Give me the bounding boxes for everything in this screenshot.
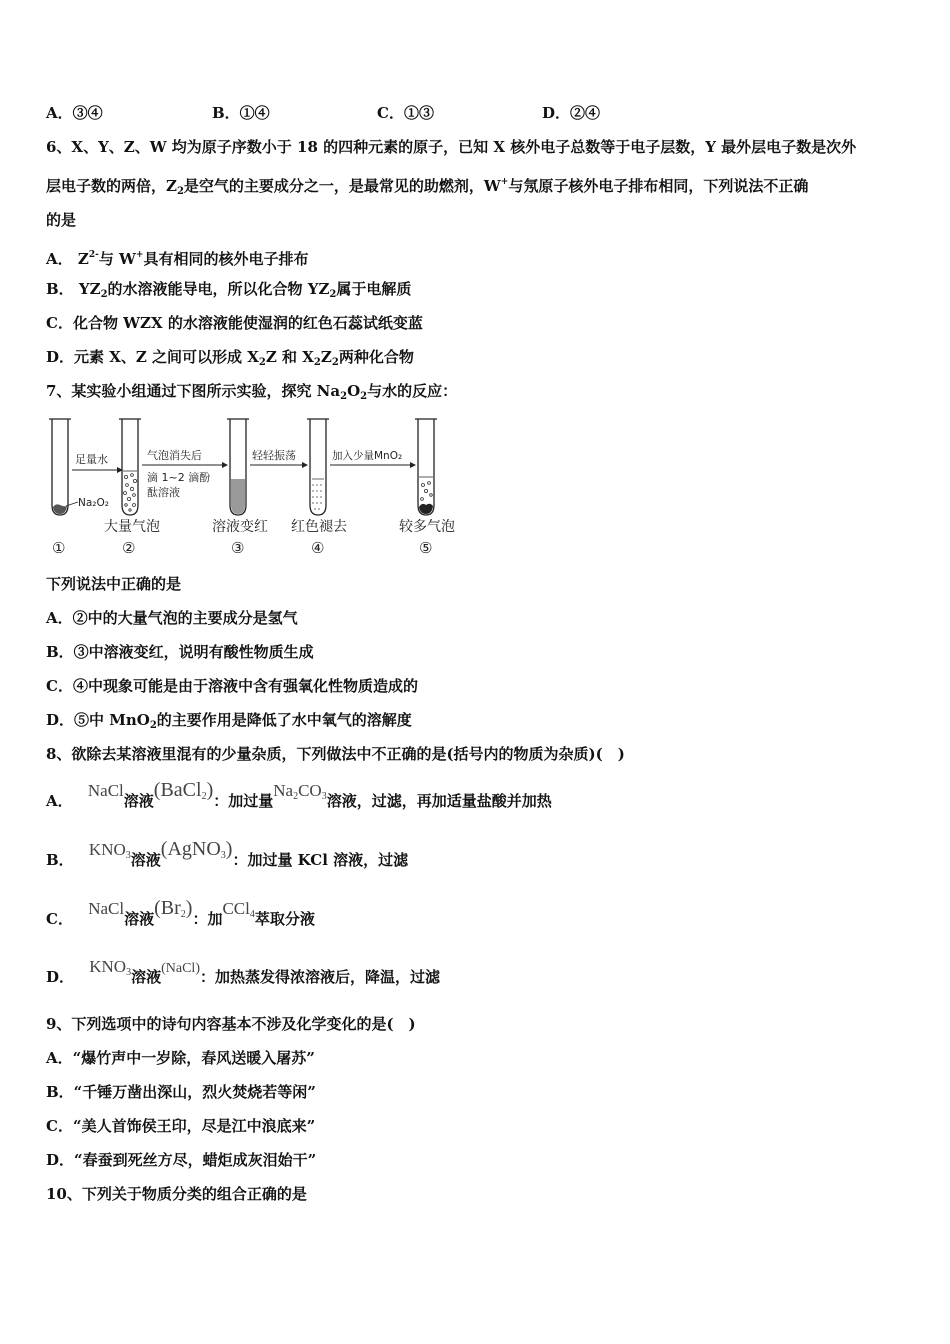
q7-option-a: A．②中的大量气泡的主要成分是氢气 bbox=[46, 609, 298, 627]
label-4: ④ bbox=[311, 539, 325, 557]
q5-option-c: C．①③ bbox=[377, 104, 434, 122]
q7-option-b: B．③中溶液变红，说明有酸性物质生成 bbox=[46, 643, 314, 661]
q8-option-d: D． $KNO_3$溶液(NaCl)：加热蒸发得浓溶液后，降温，过滤 bbox=[46, 957, 441, 986]
test-tube-3 bbox=[227, 419, 249, 515]
q8-option-c: C． NaCl溶液$(Br_2)$：加CCl$_4$萃取分液 bbox=[46, 897, 315, 928]
q7-option-c: C．④中现象可能是由于溶液中含有强氧化性物质造成的 bbox=[46, 677, 418, 695]
q5-option-b: B．①④ bbox=[212, 104, 270, 122]
observation-3: 溶液变红 bbox=[212, 519, 268, 535]
arrow2-label-line2: 酞溶液 bbox=[147, 486, 180, 499]
q7-experiment-figure bbox=[46, 415, 466, 560]
q6-option-d: D．元素 X、Z 之间可以形成 $X_2Z$ 和 $X_2Z_2$两种化合物 bbox=[46, 348, 414, 368]
q10-stem: 10、下列关于物质分类的组合正确的是 bbox=[46, 1185, 307, 1203]
observation-4: 红色褪去 bbox=[291, 519, 347, 535]
arrow4-label: 加入少量MnO₂ bbox=[332, 450, 403, 462]
test-tube-2 bbox=[119, 419, 141, 515]
test-tube-5 bbox=[415, 419, 437, 515]
q9-option-d: D．“春蚕到死丝方尽，蜡炬成灰泪始干” bbox=[46, 1151, 317, 1169]
observation-5: 较多气泡 bbox=[399, 519, 455, 535]
q7-question: 下列说法中正确的是 bbox=[46, 575, 182, 593]
q6-stem-line3: 的是 bbox=[46, 211, 77, 229]
q9-option-b: B．“千锤万凿出深山，烈火焚烧若等闲” bbox=[46, 1083, 316, 1101]
arrow3-label: 轻轻振荡 bbox=[252, 449, 296, 462]
q8-option-a: A． NaCl溶液(BaCl$_2$)：加过量$Na_2CO_3$溶液，过滤，再加适量盐酸并加热 bbox=[46, 779, 552, 810]
arrow2-label-top: 气泡消失后 bbox=[147, 449, 202, 462]
label-5: ⑤ bbox=[419, 539, 433, 557]
label-3: ③ bbox=[231, 539, 245, 557]
test-tube-1 bbox=[49, 419, 78, 515]
test-tube-4 bbox=[307, 419, 329, 515]
label-1: ① bbox=[52, 539, 66, 557]
q6-option-c: C．化合物 WZX 的水溶液能使湿润的红色石蕊试纸变蓝 bbox=[46, 314, 423, 332]
reagent-label: Na₂O₂ bbox=[78, 497, 109, 509]
q7-stem: 7、某实验小组通过下图所示实验，探究 $Na_2O_2$与水的反应： bbox=[46, 382, 458, 402]
q7-option-d: D．⑤中 MnO$_2$的主要作用是降低了水中氧气的溶解度 bbox=[46, 711, 412, 731]
q5-option-d: D．②④ bbox=[542, 104, 601, 122]
observation-2: 大量气泡 bbox=[104, 519, 160, 535]
arrow2-label-line1: 滴 1~2 滴酚 bbox=[147, 471, 211, 484]
q9-option-a: A．“爆竹声中一岁除，春风送暖入屠苏” bbox=[46, 1049, 315, 1067]
arrow1-label: 足量水 bbox=[75, 453, 108, 466]
q6-stem-line1: 6、X、Y、Z、W 均为原子序数小于 18 的四种元素的原子，已知 X 核外电子总数等于电子层数，Y 最外层电子数是次外 bbox=[46, 138, 857, 156]
label-2: ② bbox=[122, 539, 136, 557]
q9-stem: 9、下列选项中的诗句内容基本不涉及化学变化的是( ) bbox=[46, 1015, 416, 1033]
q6-option-a: A． $Z^{2-}$与 W+具有相同的核外电子排布 bbox=[46, 250, 309, 268]
q8-option-b: B． $KNO_3$溶液(AgNO$_3$)：加过量 KCl 溶液，过滤 bbox=[46, 838, 409, 869]
q6-stem-line2: 层电子数的两倍，$Z_2$是空气的主要成分之一，是最常见的助燃剂，W+与氖原子核外电子排布相同，下列说法不正确 bbox=[46, 177, 809, 197]
q9-option-c: C．“美人首饰侯王印，尽是江中浪底来” bbox=[46, 1117, 316, 1135]
q6-option-b: B． $YZ_2$的水溶液能导电，所以化合物 $YZ_2$属于电解质 bbox=[46, 280, 412, 300]
q8-stem: 8、欲除去某溶液里混有的少量杂质，下列做法中不正确的是(括号内的物质为杂质)( ) bbox=[46, 745, 625, 763]
q5-option-a: A．③④ bbox=[46, 104, 103, 122]
